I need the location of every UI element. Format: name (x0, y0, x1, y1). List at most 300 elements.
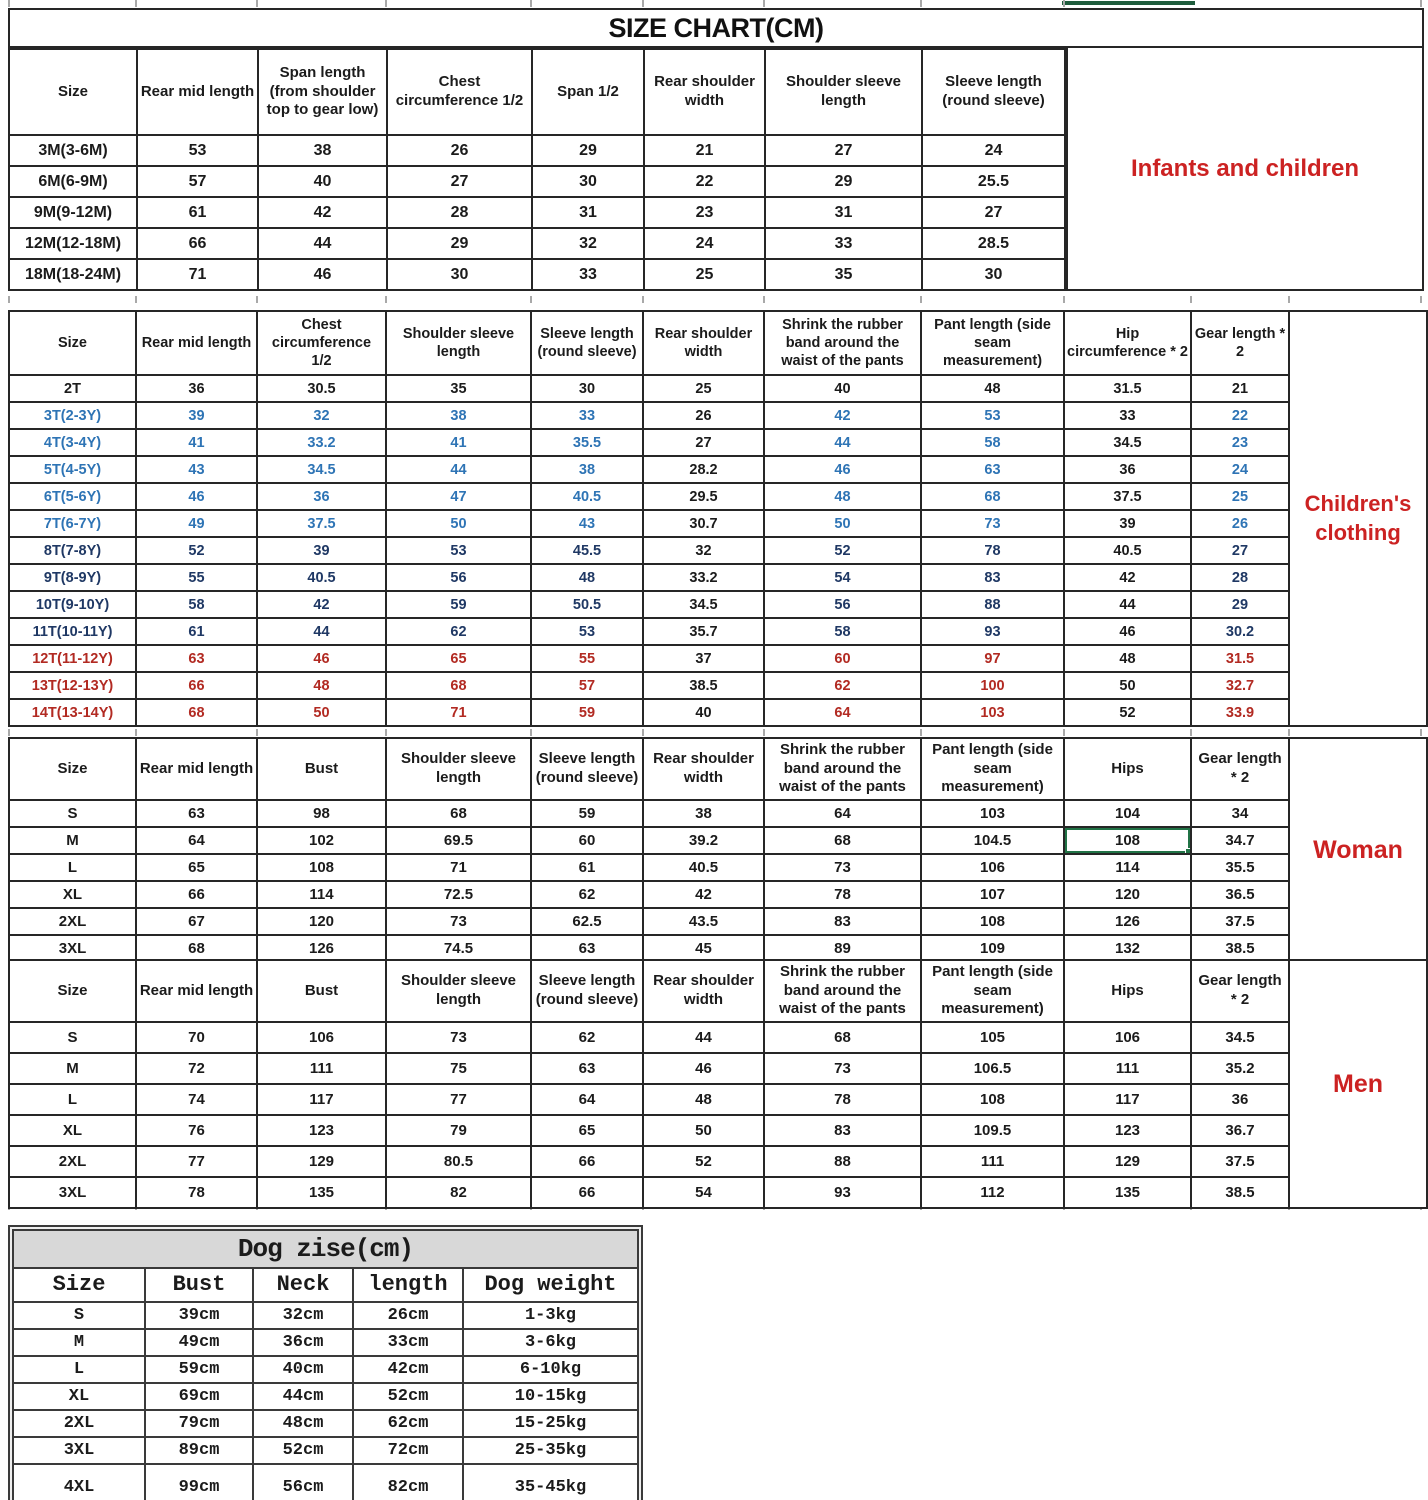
column-header: Chest circumference 1/2 (387, 49, 532, 135)
table-row (13, 1383, 638, 1410)
value-cell: 21 (1191, 375, 1289, 402)
value-cell: 73 (386, 908, 531, 935)
size-cell: 4T(3-4Y) (9, 429, 136, 456)
size-cell: 13T(12-13Y) (9, 672, 136, 699)
size-cell: 6M(6-9M) (10, 166, 137, 197)
size-cell: 12M(12-18M) (10, 228, 137, 259)
value-cell: 48 (257, 672, 386, 699)
value-cell: 61 (137, 197, 258, 228)
value-cell: 74 (136, 1084, 257, 1115)
value-cell: 75 (386, 1053, 531, 1084)
column-header: Size (9, 311, 136, 375)
value-cell: 33 (765, 228, 922, 259)
value-cell: 28 (387, 197, 532, 228)
column-header: Sleeve length (round sleeve) (531, 960, 643, 1022)
value-cell: 32cm (253, 1302, 353, 1329)
value-cell: 66 (136, 881, 257, 908)
value-cell: 39cm (145, 1302, 253, 1329)
value-cell: 63 (921, 456, 1064, 483)
value-cell: 36cm (253, 1329, 353, 1356)
column-header: length (353, 1268, 463, 1302)
value-cell: 62.5 (531, 908, 643, 935)
value-cell: 24 (644, 228, 765, 259)
value-cell: 50 (764, 510, 921, 537)
column-header: Dog weight (463, 1268, 638, 1302)
column-header: Sleeve length (round sleeve) (922, 49, 1065, 135)
value-cell: 34.5 (1191, 1022, 1289, 1053)
value-cell: 66 (531, 1177, 643, 1208)
size-cell: 14T(13-14Y) (9, 699, 136, 726)
value-cell: 43.5 (643, 908, 764, 935)
value-cell: 59cm (145, 1356, 253, 1383)
column-header: Span 1/2 (532, 49, 644, 135)
value-cell: 40.5 (643, 854, 764, 881)
value-cell: 26 (1191, 510, 1289, 537)
dog-size-table (12, 1229, 639, 1500)
value-cell: 56 (764, 591, 921, 618)
value-cell: 31.5 (1191, 645, 1289, 672)
value-cell: 63 (531, 1053, 643, 1084)
gridline-ticks-2 (0, 729, 1428, 736)
column-header: Bust (257, 960, 386, 1022)
woman-section-label: Woman (1288, 737, 1428, 963)
value-cell: 34 (1191, 800, 1289, 827)
value-cell: 29.5 (643, 483, 764, 510)
value-cell: 120 (257, 908, 386, 935)
table-row (9, 672, 1289, 699)
value-cell: 35 (765, 259, 922, 289)
value-cell: 67 (136, 908, 257, 935)
column-header: Chest circumference 1/2 (257, 311, 386, 375)
table-row (13, 1302, 638, 1329)
value-cell: 36.7 (1191, 1115, 1289, 1146)
woman-size-table (8, 737, 1290, 963)
value-cell: 31.5 (1064, 375, 1191, 402)
size-cell: M (9, 1053, 136, 1084)
column-header: Sleeve length (round sleeve) (531, 738, 643, 800)
value-cell: 40.5 (531, 483, 643, 510)
value-cell: 65 (531, 1115, 643, 1146)
size-cell: 3XL (13, 1437, 145, 1464)
value-cell: 66 (531, 1146, 643, 1177)
value-cell: 36 (136, 375, 257, 402)
value-cell: 77 (136, 1146, 257, 1177)
value-cell: 111 (921, 1146, 1064, 1177)
value-cell: 44 (386, 456, 531, 483)
value-cell: 55 (531, 645, 643, 672)
table-row (9, 854, 1289, 881)
table-row (9, 510, 1289, 537)
children-section (8, 310, 1428, 727)
value-cell: 25 (1191, 483, 1289, 510)
column-header: Size (9, 738, 136, 800)
column-header: Shoulder sleeve length (765, 49, 922, 135)
value-cell: 53 (137, 135, 258, 166)
value-cell: 34.5 (1064, 429, 1191, 456)
value-cell: 38 (643, 800, 764, 827)
value-cell: 50 (1064, 672, 1191, 699)
value-cell: 33.2 (257, 429, 386, 456)
value-cell: 120 (1064, 881, 1191, 908)
value-cell: 25.5 (922, 166, 1065, 197)
table-row (9, 564, 1289, 591)
value-cell: 66 (137, 228, 258, 259)
value-cell: 49cm (145, 1329, 253, 1356)
value-cell: 73 (764, 854, 921, 881)
size-cell: 6T(5-6Y) (9, 483, 136, 510)
table-row (9, 800, 1289, 827)
value-cell: 83 (764, 908, 921, 935)
value-cell: 46 (643, 1053, 764, 1084)
value-cell: 43 (136, 456, 257, 483)
value-cell: 37.5 (1191, 1146, 1289, 1177)
value-cell: 3-6kg (463, 1329, 638, 1356)
value-cell: 40 (258, 166, 387, 197)
size-cell: L (13, 1356, 145, 1383)
value-cell: 108 (921, 908, 1064, 935)
value-cell: 46 (257, 645, 386, 672)
value-cell: 48 (531, 564, 643, 591)
table-row (9, 402, 1289, 429)
table-row (13, 1437, 638, 1464)
value-cell: 106.5 (921, 1053, 1064, 1084)
table-row (9, 1146, 1289, 1177)
value-cell: 70 (136, 1022, 257, 1053)
size-cell: 2XL (13, 1410, 145, 1437)
size-cell: L (9, 854, 136, 881)
value-cell: 114 (257, 881, 386, 908)
size-cell: XL (13, 1383, 145, 1410)
value-cell: 132 (1064, 935, 1191, 962)
value-cell: 44 (643, 1022, 764, 1053)
column-header: Shoulder sleeve length (386, 960, 531, 1022)
value-cell: 135 (257, 1177, 386, 1208)
table-row (10, 228, 1065, 259)
value-cell: 71 (137, 259, 258, 289)
value-cell: 103 (921, 800, 1064, 827)
value-cell: 38.5 (643, 672, 764, 699)
value-cell: 50 (386, 510, 531, 537)
table-row (9, 645, 1289, 672)
value-cell: 69cm (145, 1383, 253, 1410)
value-cell: 74.5 (386, 935, 531, 962)
column-header: Neck (253, 1268, 353, 1302)
value-cell: 52 (764, 537, 921, 564)
value-cell: 21 (644, 135, 765, 166)
value-cell: 48 (764, 483, 921, 510)
value-cell: 28.2 (643, 456, 764, 483)
value-cell: 88 (921, 591, 1064, 618)
value-cell: 72.5 (386, 881, 531, 908)
value-cell: 29 (387, 228, 532, 259)
value-cell: 23 (644, 197, 765, 228)
table-row (9, 456, 1289, 483)
column-header: Rear shoulder width (643, 960, 764, 1022)
value-cell: 58 (921, 429, 1064, 456)
table-row (13, 1410, 638, 1437)
value-cell: 36 (1064, 456, 1191, 483)
size-cell: S (9, 800, 136, 827)
table-row (9, 699, 1289, 726)
size-cell: 5T(4-5Y) (9, 456, 136, 483)
column-header: Rear shoulder width (643, 311, 764, 375)
value-cell: 114 (1064, 854, 1191, 881)
value-cell: 30.5 (257, 375, 386, 402)
value-cell: 39.2 (643, 827, 764, 854)
value-cell: 59 (386, 591, 531, 618)
column-header: Hips (1064, 738, 1191, 800)
value-cell: 25 (644, 259, 765, 289)
value-cell: 61 (136, 618, 257, 645)
value-cell: 39 (136, 402, 257, 429)
table-row (9, 935, 1289, 962)
value-cell: 32 (257, 402, 386, 429)
value-cell: 44 (257, 618, 386, 645)
size-cell: 12T(11-12Y) (9, 645, 136, 672)
value-cell: 38 (258, 135, 387, 166)
value-cell: 40cm (253, 1356, 353, 1383)
table-row (10, 135, 1065, 166)
value-cell: 27 (1191, 537, 1289, 564)
value-cell: 30 (922, 259, 1065, 289)
value-cell: 82 (386, 1177, 531, 1208)
value-cell: 82cm (353, 1464, 463, 1500)
value-cell: 35.5 (1191, 854, 1289, 881)
value-cell: 30.7 (643, 510, 764, 537)
value-cell: 31 (765, 197, 922, 228)
value-cell: 109 (921, 935, 1064, 962)
value-cell: 30.2 (1191, 618, 1289, 645)
value-cell: 106 (921, 854, 1064, 881)
value-cell: 40.5 (257, 564, 386, 591)
value-cell: 68 (136, 699, 257, 726)
value-cell: 72 (136, 1053, 257, 1084)
table-row (9, 827, 1289, 854)
size-cell: L (9, 1084, 136, 1115)
value-cell: 53 (386, 537, 531, 564)
size-cell: M (9, 827, 136, 854)
value-cell: 64 (764, 699, 921, 726)
value-cell: 42 (1064, 564, 1191, 591)
table-row (13, 1329, 638, 1356)
value-cell: 108 (921, 1084, 1064, 1115)
value-cell: 89cm (145, 1437, 253, 1464)
size-cell: XL (9, 1115, 136, 1146)
size-cell: 7T(6-7Y) (9, 510, 136, 537)
value-cell: 24 (1191, 456, 1289, 483)
column-header: Rear mid length (136, 311, 257, 375)
value-cell: 15-25kg (463, 1410, 638, 1437)
table-row (9, 1115, 1289, 1146)
value-cell: 64 (764, 800, 921, 827)
value-cell: 30 (531, 375, 643, 402)
value-cell: 31 (532, 197, 644, 228)
value-cell: 129 (1064, 1146, 1191, 1177)
value-cell: 54 (643, 1177, 764, 1208)
value-cell: 50 (257, 699, 386, 726)
value-cell: 37.5 (1191, 908, 1289, 935)
column-header: Shrink the rubber band around the waist of the pants (764, 960, 921, 1022)
value-cell: 39 (257, 537, 386, 564)
value-cell: 26 (387, 135, 532, 166)
table-row (9, 908, 1289, 935)
value-cell: 23 (1191, 429, 1289, 456)
size-cell: 8T(7-8Y) (9, 537, 136, 564)
men-section (8, 959, 1428, 1209)
value-cell: 123 (1064, 1115, 1191, 1146)
value-cell: 68 (764, 827, 921, 854)
value-cell: 78 (764, 881, 921, 908)
table-row (9, 1177, 1289, 1208)
value-cell: 48 (643, 1084, 764, 1115)
value-cell: 73 (386, 1022, 531, 1053)
value-cell: 34.5 (257, 456, 386, 483)
size-cell: 2XL (9, 1146, 136, 1177)
value-cell: 109.5 (921, 1115, 1064, 1146)
value-cell: 78 (921, 537, 1064, 564)
value-cell: 27 (922, 197, 1065, 228)
table-row (13, 1464, 638, 1500)
value-cell: 59 (531, 800, 643, 827)
size-cell: 2XL (9, 908, 136, 935)
value-cell: 57 (137, 166, 258, 197)
dog-section (8, 1225, 643, 1500)
value-cell: 56 (386, 564, 531, 591)
value-cell: 52cm (353, 1383, 463, 1410)
value-cell: 98 (257, 800, 386, 827)
value-cell: 63 (136, 800, 257, 827)
value-cell: 50 (643, 1115, 764, 1146)
value-cell: 52cm (253, 1437, 353, 1464)
size-cell: 3M(3-6M) (10, 135, 137, 166)
value-cell: 52 (643, 1146, 764, 1177)
column-header: Rear shoulder width (643, 738, 764, 800)
value-cell: 73 (764, 1053, 921, 1084)
value-cell: 66 (136, 672, 257, 699)
size-cell: 2T (9, 375, 136, 402)
value-cell: 42 (764, 402, 921, 429)
table-row (9, 1022, 1289, 1053)
value-cell: 71 (386, 699, 531, 726)
value-cell: 88 (764, 1146, 921, 1177)
value-cell: 50.5 (531, 591, 643, 618)
value-cell: 46 (764, 456, 921, 483)
value-cell: 42 (643, 881, 764, 908)
size-cell: 9T(8-9Y) (9, 564, 136, 591)
table-row (10, 197, 1065, 228)
value-cell: 41 (386, 429, 531, 456)
value-cell: 29 (1191, 591, 1289, 618)
column-header: Rear mid length (137, 49, 258, 135)
value-cell: 28 (1191, 564, 1289, 591)
value-cell: 62 (531, 881, 643, 908)
table-row (9, 881, 1289, 908)
column-header: Shrink the rubber band around the waist of the pants (764, 311, 921, 375)
value-cell: 46 (136, 483, 257, 510)
value-cell: 22 (644, 166, 765, 197)
table-row (9, 429, 1289, 456)
value-cell: 1-3kg (463, 1302, 638, 1329)
value-cell: 111 (257, 1053, 386, 1084)
children-size-table (8, 310, 1290, 727)
value-cell: 61 (531, 854, 643, 881)
size-cell: 3XL (9, 1177, 136, 1208)
value-cell: 48cm (253, 1410, 353, 1437)
value-cell: 93 (921, 618, 1064, 645)
value-cell: 77 (386, 1084, 531, 1115)
column-header: Size (9, 960, 136, 1022)
value-cell: 37 (643, 645, 764, 672)
value-cell: 35-45kg (463, 1464, 638, 1500)
value-cell: 52 (1064, 699, 1191, 726)
value-cell: 107 (921, 881, 1064, 908)
column-header: Hips (1064, 960, 1191, 1022)
column-header: Rear mid length (136, 960, 257, 1022)
column-header: Rear shoulder width (644, 49, 765, 135)
value-cell: 40.5 (1064, 537, 1191, 564)
value-cell: 72cm (353, 1437, 463, 1464)
infants-section (8, 8, 1424, 291)
value-cell: 42 (257, 591, 386, 618)
value-cell: 37.5 (1064, 483, 1191, 510)
value-cell: 44cm (253, 1383, 353, 1410)
size-cell: 9M(9-12M) (10, 197, 137, 228)
size-cell: 3T(2-3Y) (9, 402, 136, 429)
men-size-table (8, 959, 1290, 1209)
value-cell: 53 (531, 618, 643, 645)
woman-section (8, 737, 1428, 963)
value-cell: 60 (531, 827, 643, 854)
value-cell: 59 (531, 699, 643, 726)
column-header: Rear mid length (136, 738, 257, 800)
value-cell: 32 (532, 228, 644, 259)
value-cell: 33 (531, 402, 643, 429)
size-cell: 3XL (9, 935, 136, 962)
value-cell: 44 (258, 228, 387, 259)
value-cell: 111 (1064, 1053, 1191, 1084)
value-cell: 38.5 (1191, 1177, 1289, 1208)
gridline-ticks-1 (0, 296, 1428, 303)
value-cell: 33.9 (1191, 699, 1289, 726)
value-cell: 46 (1064, 618, 1191, 645)
value-cell: 54 (764, 564, 921, 591)
value-cell: 35.2 (1191, 1053, 1289, 1084)
value-cell: 73 (921, 510, 1064, 537)
table-row (9, 537, 1289, 564)
value-cell: 28.5 (922, 228, 1065, 259)
value-cell: 117 (1064, 1084, 1191, 1115)
value-cell: 33cm (353, 1329, 463, 1356)
value-cell: 108 (257, 854, 386, 881)
value-cell: 38.5 (1191, 935, 1289, 962)
value-cell: 68 (764, 1022, 921, 1053)
value-cell: 40 (764, 375, 921, 402)
value-cell: 93 (764, 1177, 921, 1208)
value-cell: 48 (1064, 645, 1191, 672)
value-cell: 26 (643, 402, 764, 429)
column-header: Bust (257, 738, 386, 800)
value-cell: 78 (136, 1177, 257, 1208)
value-cell: 36.5 (1191, 881, 1289, 908)
value-cell: 68 (386, 672, 531, 699)
value-cell: 44 (1064, 591, 1191, 618)
value-cell: 135 (1064, 1177, 1191, 1208)
column-header: Span length (from shoulder top to gear low) (258, 49, 387, 135)
column-header: Pant length (side seam measurement) (921, 738, 1064, 800)
value-cell: 106 (1064, 1022, 1191, 1053)
value-cell: 33.2 (643, 564, 764, 591)
value-cell: 62cm (353, 1410, 463, 1437)
